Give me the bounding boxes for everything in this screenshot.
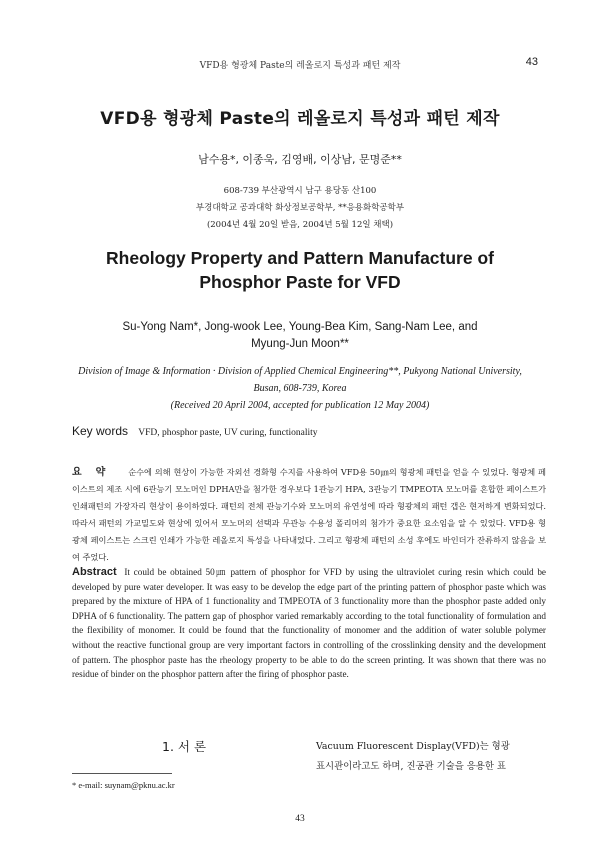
affiliation-english-line: (Received 20 April 2004, accepted for publication 12 May 2004) xyxy=(170,400,430,411)
authors-english xyxy=(0,319,600,353)
affiliation-english-line: Division of Image & Information · Division of Applied Chemical Engineering**, Pukyong National University, xyxy=(78,366,522,377)
authors-english-line: Su-Yong Nam*, Jong-wook Lee, Young-Bea Kim, Sang-Nam Lee, and xyxy=(122,321,478,333)
abstract-korean-label: 요약 xyxy=(72,467,120,478)
affiliation-korean-line: 608-739 부산광역시 남구 용당동 산100 xyxy=(223,186,377,196)
affiliation-korean xyxy=(0,183,600,234)
title-english-line: Rheology Property and Pattern Manufacture of xyxy=(106,248,494,268)
affiliation-english-line: Busan, 608-739, Korea xyxy=(253,383,347,394)
title-korean: VFD용 형광체 Paste의 레올로지 특성과 패턴 제작 xyxy=(100,109,500,129)
affiliation-korean-line: 부경대학교 공과대학 화상정보공학부, **응용화학공학부 xyxy=(195,203,405,213)
abstract-korean xyxy=(72,464,546,566)
keywords-label: Key words xyxy=(72,424,129,438)
keywords xyxy=(72,424,542,438)
affiliation-english xyxy=(0,363,600,414)
section-heading: 1. 서 론 xyxy=(162,739,207,754)
abstract-english-text: It could be obtained 50㎛ pattern of phosphor for VFD by using the ultraviolet curing resin which could be developed by pure water developer. It was easy to be develop the edge part of the printing pattern of phosphor paste which was prepared by the mixture of HPA of 1 functionality and TMPEOTA of 3 functionality more than the phosphor paste added only DPHA of 6 functionality. The pattern gap of phosphor varied remarkably according to the total functionality of formulation and the flexibility of monomer. It could be found that the functionality of monomer and the addition of water soluble polymer without the reactive functional group are very important factors in controlling of the crosslinking density and the development of pattern. The phosphor paste has the rheology property to be able to do the screen printing. It was shown that there was no residue of binder on the phosphor pattern after the firing of phosphor paste. xyxy=(72,567,547,680)
authors-english-line: Myung-Jun Moon** xyxy=(251,338,349,350)
running-head: VFD용 형광체 Paste의 레올로지 특성과 패턴 제작 xyxy=(199,61,401,71)
abstract-english xyxy=(72,565,546,682)
authors-korean: 남수용*, 이종욱, 김영배, 이상남, 문명준** xyxy=(198,153,402,166)
keywords-text: VFD, phosphor paste, UV curing, functionality xyxy=(138,428,318,438)
introduction-text xyxy=(316,737,548,777)
abstract-english-label: Abstract xyxy=(72,566,117,578)
introduction-line: Vacuum Fluorescent Display(VFD)는 형광 xyxy=(316,741,510,752)
affiliation-korean-line: (2004년 4월 20일 받음, 2004년 5월 12일 채택) xyxy=(206,220,394,230)
footnote-rule xyxy=(72,773,172,774)
page-number-top: 43 xyxy=(525,56,538,68)
title-english xyxy=(0,246,600,294)
title-english-line: Phosphor Paste for VFD xyxy=(199,272,401,292)
footnote: * e-mail: suynam@pknu.ac.kr xyxy=(72,780,175,790)
page-number-bottom: 43 xyxy=(295,814,305,824)
introduction-line: 표시관이라고도 하며, 진공관 기술을 응용한 표 xyxy=(316,761,506,772)
abstract-korean-text: 순수에 의해 현상이 가능한 자외선 경화형 수지를 사용하여 VFD용 50㎛의 형광체 패턴을 얻을 수 있었다. 형광체 페이스트의 제조 시에 6관능기 모노머인 DPHA만을 첨가한 경우보다 1관능기 HPA, 3관능기 TMPEOTA 모노머를 혼합한 페이스트가 인쇄패턴의 가장자리 현상이 용이하였다. 패턴의 전체 관능기수와 모노머의 유연성에 따라 형광체의 패턴 갭은 현저하게 변화되었다. 따라서 패턴의 가교밀도와 현상에 있어서 모노머의 선택과 무관능 수용성 폴리머의 첨가가 중요한 요소임을 알 수 있었다. VFD용 형광체 페이스트는 스크린 인쇄가 가능한 레올로지 특성을 나타내었다. 그리고 형광체 패턴의 소성 후에도 바인더가 잔류하지 않음을 보여 주었다. xyxy=(72,467,546,562)
